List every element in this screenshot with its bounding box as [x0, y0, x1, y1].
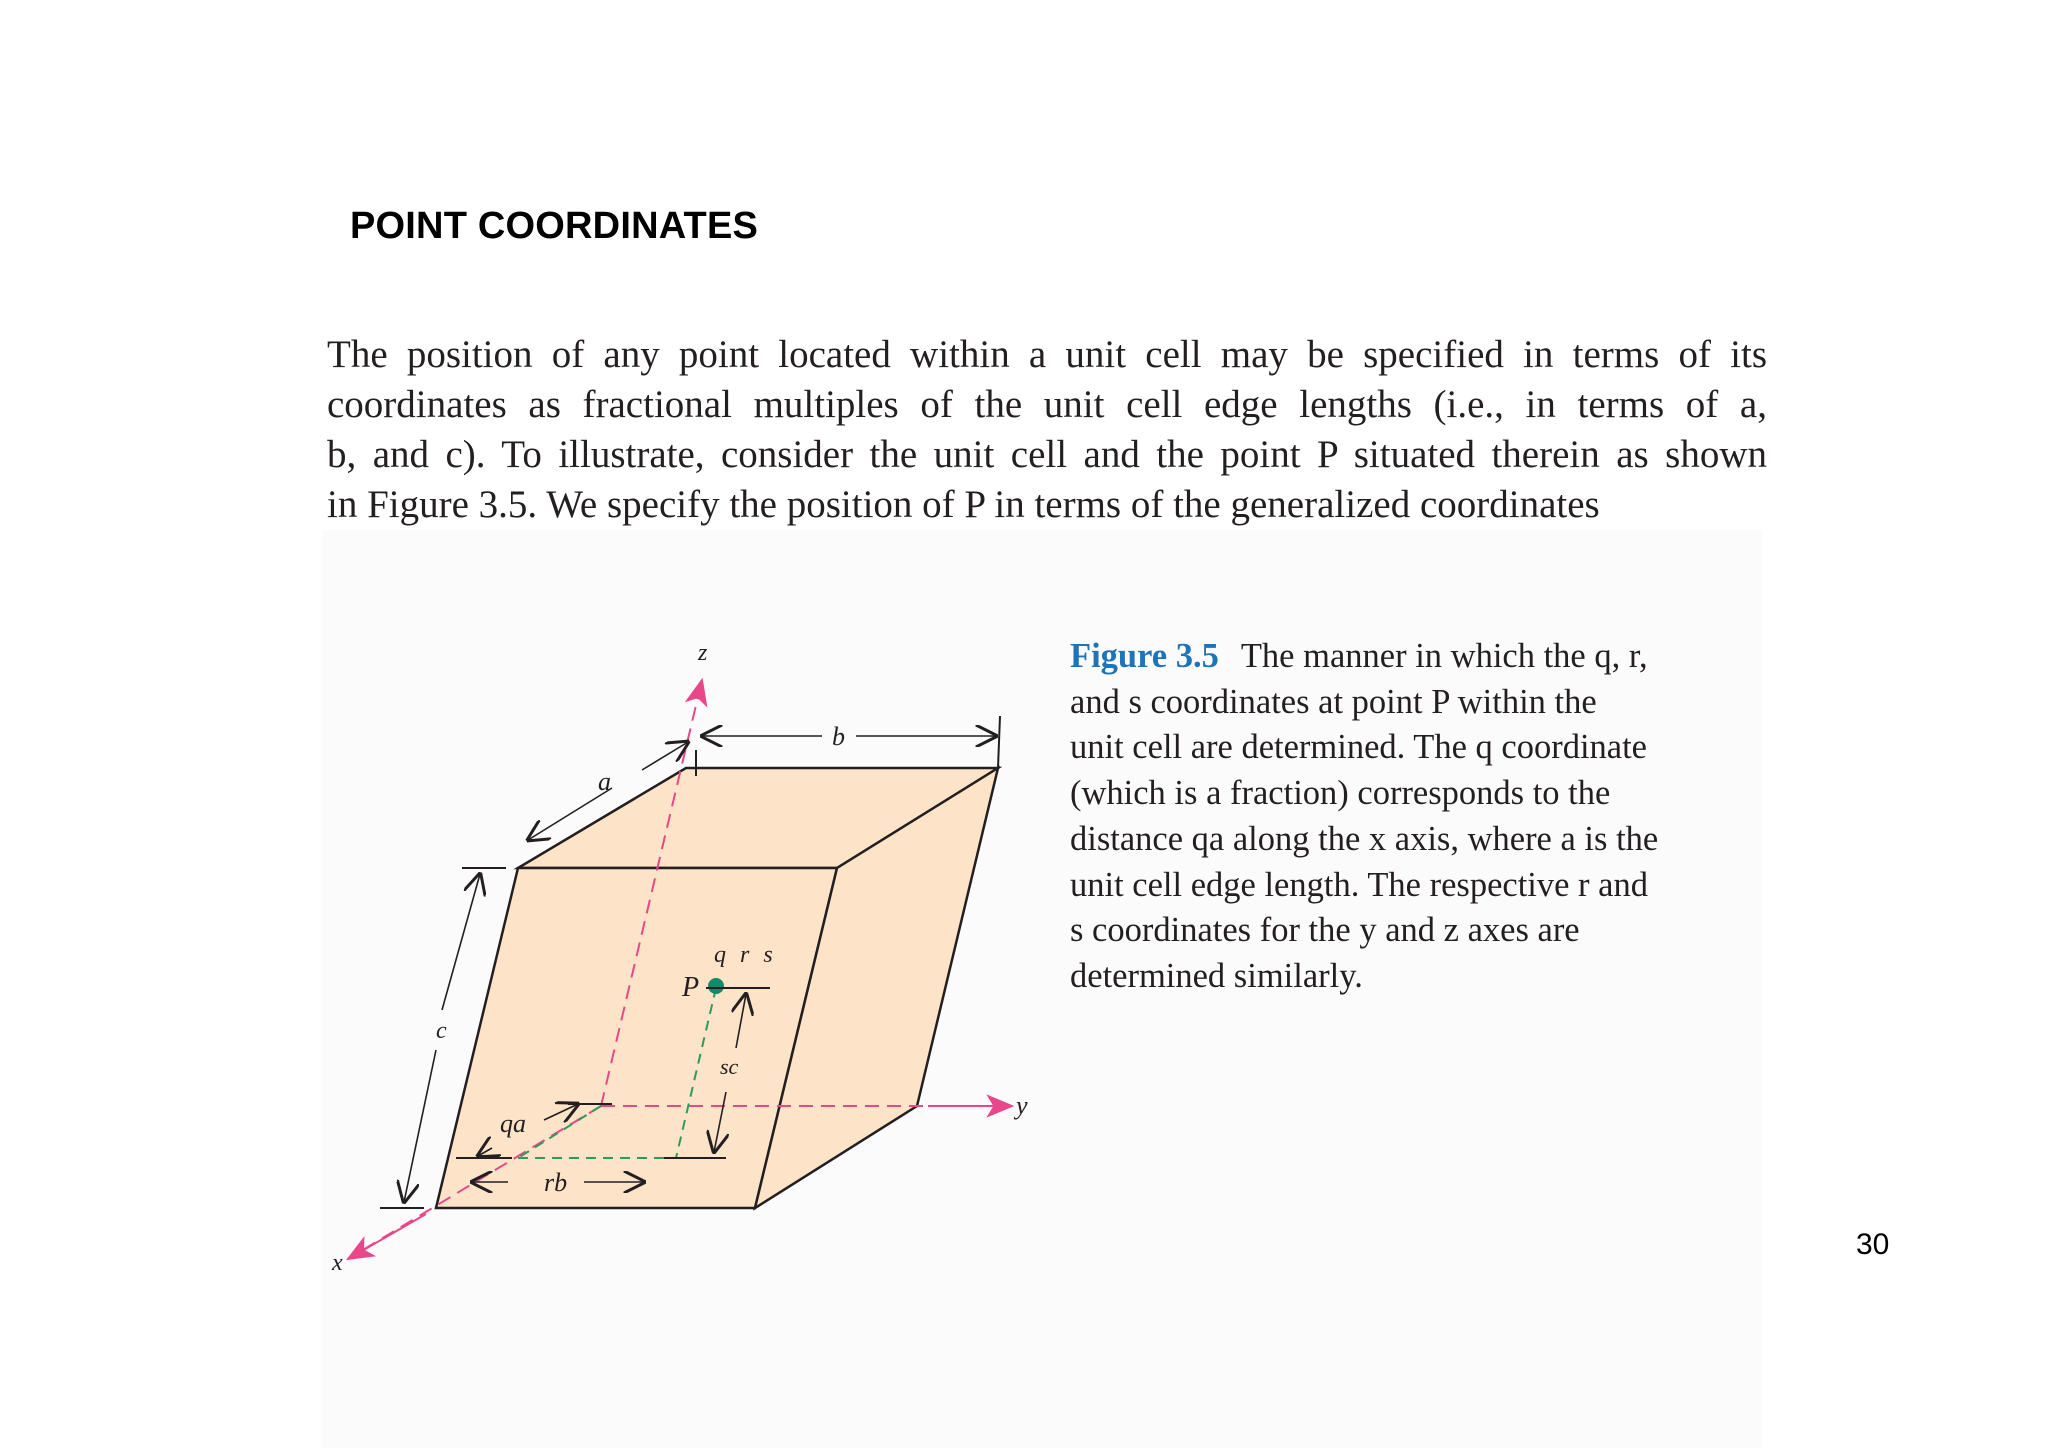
- axis-x-label: x: [332, 1250, 343, 1276]
- edge-b-label: b: [832, 722, 845, 751]
- dim-b-tick-right: [998, 716, 1000, 768]
- caption-line: and s coordinates at point P within the: [1070, 682, 1597, 721]
- caption-line: determined similarly.: [1070, 956, 1363, 995]
- intro-line: in Figure 3.5. We specify the position of P in terms of the generalized coordinates: [327, 483, 1600, 526]
- intro-line: b, and c). To illustrate, consider the unit cell and the point P situated therein as shown: [327, 433, 1767, 476]
- dim-c-line-down: [404, 1050, 436, 1202]
- intro-line: The position of any point located within a unit cell may be specified in terms of its: [327, 333, 1767, 376]
- dim-a-line-up: [642, 742, 688, 770]
- slide-title: POINT COORDINATES: [350, 205, 759, 247]
- caption-line: (which is a fraction) corresponds to the: [1070, 774, 1611, 813]
- caption-line: unit cell are determined. The q coordinate: [1070, 728, 1647, 767]
- axis-y-label: y: [1016, 1091, 1028, 1120]
- point-p-marker: [708, 978, 724, 994]
- dist-sc-label: sc: [720, 1054, 739, 1079]
- axis-z-label: z: [698, 640, 708, 666]
- intro-paragraph: [327, 330, 1767, 530]
- caption-line: The manner in which the q, r,: [1240, 637, 1648, 675]
- dist-rb-label: rb: [544, 1168, 568, 1197]
- dim-c-line-up: [442, 874, 480, 1010]
- point-coords-label: q r s: [714, 942, 777, 968]
- page-number: 30: [1856, 1228, 1890, 1261]
- figure-caption: [1070, 634, 1720, 1000]
- caption-line: unit cell edge length. The respective r and: [1070, 865, 1648, 904]
- figure-label: Figure 3.5: [1070, 637, 1219, 675]
- edge-a-label: a: [598, 767, 611, 796]
- x-axis-solid: [348, 1214, 426, 1259]
- point-p-label: P: [682, 972, 700, 1003]
- caption-line: distance qa along the x axis, where a is the: [1070, 819, 1659, 858]
- intro-line: coordinates as fractional multiples of the unit cell edge lengths (i.e., in terms of a,: [327, 383, 1767, 426]
- edge-c-label: c: [436, 1018, 447, 1044]
- caption-line-first: [1070, 634, 1720, 680]
- dist-qa-label: qa: [500, 1109, 526, 1138]
- unit-cell-figure: [322, 630, 1062, 1310]
- caption-line: s coordinates for the y and z axes are: [1070, 911, 1580, 950]
